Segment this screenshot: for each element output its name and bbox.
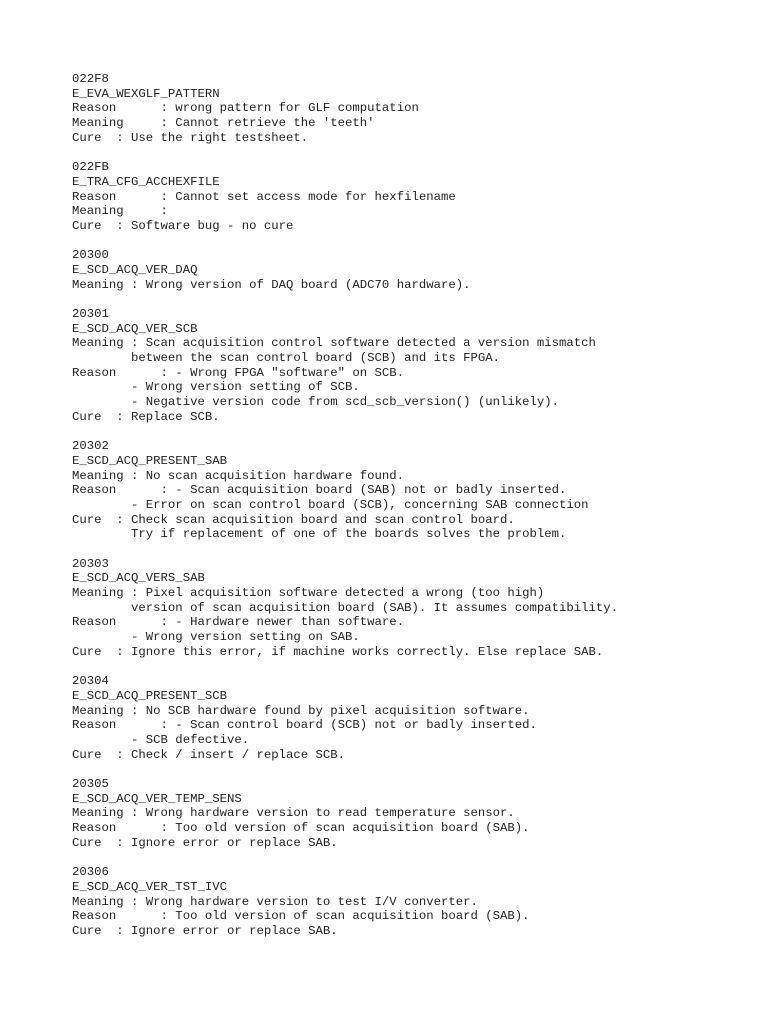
error-code-number: 20302	[72, 439, 109, 454]
entry-line: Meaning : No SCB hardware found by pixel acquisition software.	[72, 703, 530, 718]
entry-line: Meaning : No scan acquisition hardware found.	[72, 468, 405, 483]
entry-line: - Wrong version setting on SAB.	[72, 630, 360, 645]
error-code-name: E_TRA_CFG_ACCHEXFILE	[72, 174, 220, 189]
error-code-entry	[72, 72, 712, 145]
error-code-name: E_SCD_ACQ_VER_DAQ	[72, 262, 198, 277]
error-code-number: 20301	[72, 307, 109, 321]
error-code-name: E_SCD_ACQ_VERS_SAB	[72, 571, 205, 586]
entry-line: Cure : Ignore error or replace SAB.	[72, 835, 338, 850]
error-code-entry	[72, 777, 712, 850]
error-code-number: 022FB	[72, 160, 109, 175]
entry-line: Reason : wrong pattern for GLF computation	[72, 101, 419, 116]
entry-line: Cure : Ignore error or replace SAB.	[72, 923, 338, 938]
error-code-name: E_SCD_ACQ_VER_TST_IVC	[72, 879, 227, 894]
error-code-name: E_SCD_ACQ_VER_TEMP_SENS	[72, 791, 242, 806]
entry-line: Meaning : Wrong hardware version to test I/V converter.	[72, 894, 478, 909]
error-code-number: 022F8	[72, 72, 109, 86]
entry-line: Meaning : Scan acquisition control software detected a version mismatch	[72, 336, 596, 351]
entry-line: - Error on scan control board (SCB), concerning SAB connection	[72, 497, 589, 512]
error-code-entry	[72, 557, 712, 660]
error-code-entry	[72, 865, 712, 938]
error-code-name: E_SCD_ACQ_PRESENT_SAB	[72, 453, 227, 468]
document-page	[72, 72, 712, 953]
entry-line: - Negative version code from scd_scb_version() (unlikely).	[72, 395, 560, 410]
entry-line: Cure : Software bug - no cure	[72, 218, 294, 233]
entry-line: Cure : Check scan acquisition board and scan control board.	[72, 512, 515, 527]
entry-line: Cure : Check / insert / replace SCB.	[72, 747, 346, 762]
entry-line: Cure : Replace SCB.	[72, 409, 220, 424]
entry-line: Meaning : Cannot retrieve the 'teeth'	[72, 116, 375, 131]
error-code-number: 20304	[72, 674, 109, 689]
entry-line: Reason : - Scan control board (SCB) not or badly inserted.	[72, 718, 537, 733]
error-code-number: 20305	[72, 777, 109, 791]
error-code-name: E_SCD_ACQ_VER_SCB	[72, 321, 198, 336]
entry-line: version of scan acquisition board (SAB). It assumes compatibility.	[72, 600, 619, 615]
entry-line: Meaning : Wrong version of DAQ board (ADC70 hardware).	[72, 277, 471, 292]
entry-line: Reason : - Scan acquisition board (SAB) not or badly inserted.	[72, 483, 567, 498]
entry-line: Meaning :	[72, 204, 168, 219]
entry-line: Meaning : Wrong hardware version to read temperature sensor.	[72, 806, 515, 821]
entry-line: Reason : Cannot set access mode for hexfilename	[72, 189, 456, 204]
entry-line: Reason : - Wrong FPGA "software" on SCB.	[72, 365, 405, 380]
error-code-number: 20300	[72, 248, 109, 263]
error-code-name: E_EVA_WEXGLF_PATTERN	[72, 86, 220, 101]
entry-line: Reason : Too old version of scan acquisition board (SAB).	[72, 821, 530, 836]
entry-line: Meaning : Pixel acquisition software detected a wrong (too high)	[72, 586, 545, 601]
error-code-number: 20306	[72, 865, 109, 880]
error-code-entry	[72, 307, 712, 425]
error-code-number: 20303	[72, 556, 109, 571]
error-code-entry	[72, 160, 712, 233]
entry-line: Cure : Ignore this error, if machine works correctly. Else replace SAB.	[72, 644, 604, 659]
entry-line: Cure : Use the right testsheet.	[72, 130, 309, 145]
error-code-entry	[72, 439, 712, 542]
entry-line: between the scan control board (SCB) and its FPGA.	[72, 351, 501, 366]
error-code-name: E_SCD_ACQ_PRESENT_SCB	[72, 688, 227, 703]
entry-line: Reason : - Hardware newer than software.	[72, 615, 405, 630]
entry-line: Try if replacement of one of the boards solves the problem.	[72, 527, 567, 542]
entry-line: - SCB defective.	[72, 732, 250, 747]
error-code-entry	[72, 674, 712, 762]
entry-line: - Wrong version setting of SCB.	[72, 380, 360, 395]
error-code-entry	[72, 248, 712, 292]
entry-line: Reason : Too old version of scan acquisition board (SAB).	[72, 909, 530, 924]
